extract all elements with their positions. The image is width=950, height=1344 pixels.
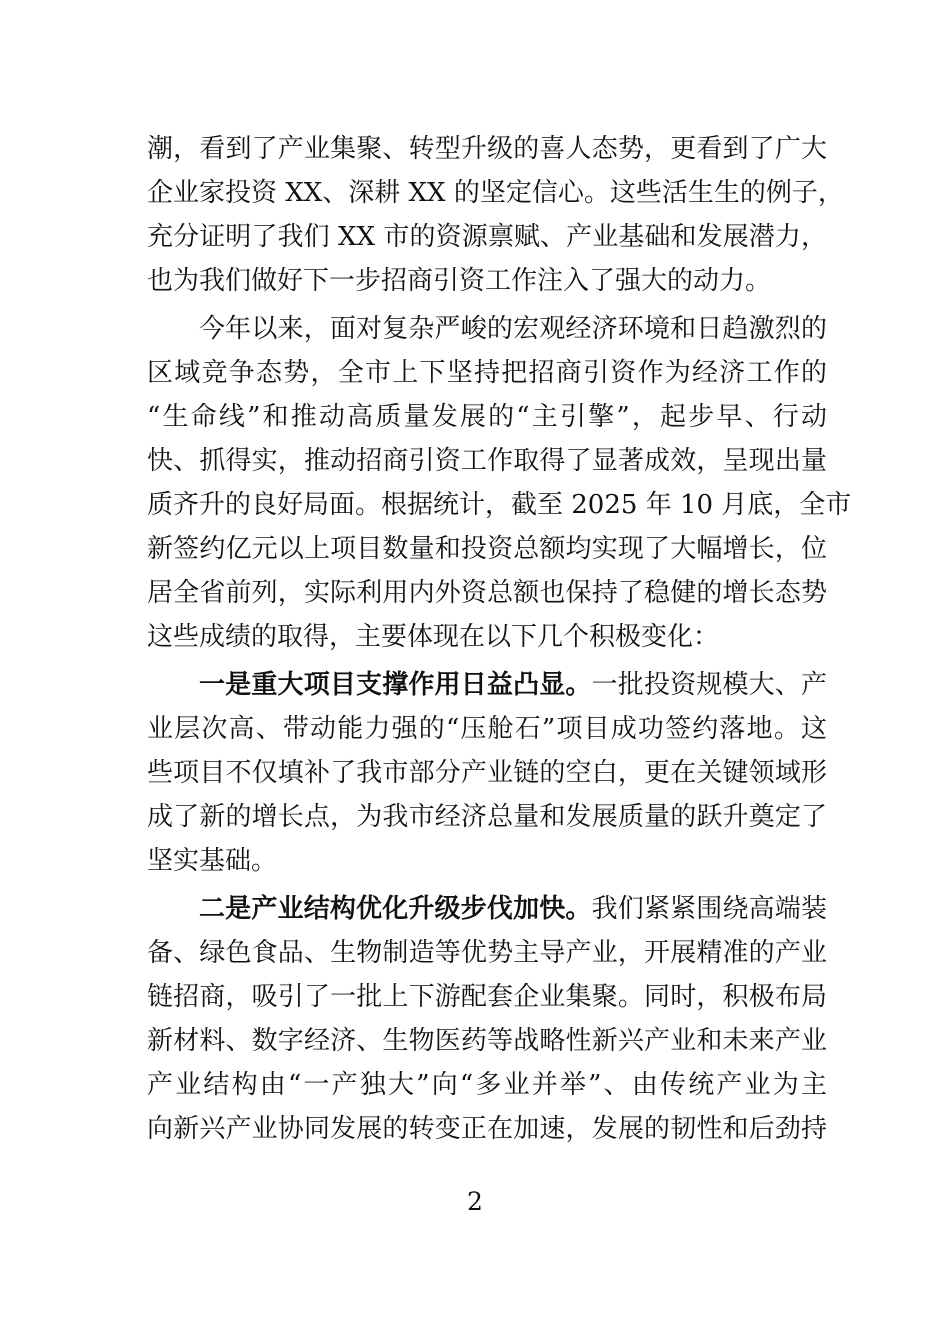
text-line: 坚实基础。 <box>147 846 278 876</box>
section-heading-industrial-structure: 二是产业结构优化升级步伐加快。 <box>199 894 592 924</box>
text-line: 企业家投资 XX、深耕 XX 的坚定信心。这些活生生的例子， <box>147 178 844 208</box>
paragraph-first-line <box>199 663 827 707</box>
paragraph-first-line: 今年以来，面对复杂严峻的宏观经济环境和日趋激烈的 <box>199 314 827 344</box>
text-line: 充分证明了我们 XX 市的资源禀赋、产业基础和发展潜力， <box>147 222 827 252</box>
text-line: 成了新的增长点，为我市经济总量和发展质量的跃升奠定了 <box>147 802 827 832</box>
text-line: 向新兴产业协同发展的转变正在加速，发展的韧性和后劲持 <box>147 1114 827 1144</box>
text-line: 新签约亿元以上项目数量和投资总额均实现了大幅增长，位 <box>147 534 827 564</box>
section-heading-major-projects: 一是重大项目支撑作用日益凸显。 <box>199 670 592 700</box>
text-line: 潮，看到了产业集聚、转型升级的喜人态势，更看到了广大 <box>147 134 827 164</box>
page-number: 2 <box>467 1187 483 1216</box>
text-line-continuation: 我们紧紧围绕高端装 <box>591 894 827 924</box>
text-line: 快、抓得实，推动招商引资工作取得了显著成效，呈现出量 <box>147 446 827 476</box>
text-line: 居全省前列，实际利用内外资总额也保持了稳健的增长态势 <box>147 578 827 608</box>
text-line: 些项目不仅填补了我市部分产业链的空白，更在关键领域形 <box>147 758 827 788</box>
text-line: 业层次高、带动能力强的“压舱石”项目成功签约落地。这 <box>147 714 827 744</box>
text-line: 也为我们做好下一步招商引资工作注入了强大的动力。 <box>147 266 772 296</box>
text-line: 质齐升的良好局面。根据统计，截至 2025 年 10 月底，全市 <box>147 490 852 520</box>
text-line: 备、绿色食品、生物制造等优势主导产业，开展精准的产业 <box>147 938 827 968</box>
text-line: “生命线”和推动高质量发展的“主引擎”，起步早、行动 <box>147 402 827 432</box>
text-line: 链招商，吸引了一批上下游配套企业集聚。同时，积极布局 <box>147 982 827 1012</box>
text-line: 新材料、数字经济、生物医药等战略性新兴产业和未来产业 <box>147 1026 827 1056</box>
text-line: 区域竞争态势，全市上下坚持把招商引资作为经济工作的 <box>147 358 827 388</box>
text-line: 这些成绩的取得，主要体现在以下几个积极变化： <box>147 622 720 652</box>
text-line: 产业结构由“一产独大”向“多业并举”、由传统产业为主 <box>147 1070 827 1100</box>
paragraph-first-line <box>199 887 827 931</box>
text-line-continuation: 一批投资规模大、产 <box>591 670 827 700</box>
